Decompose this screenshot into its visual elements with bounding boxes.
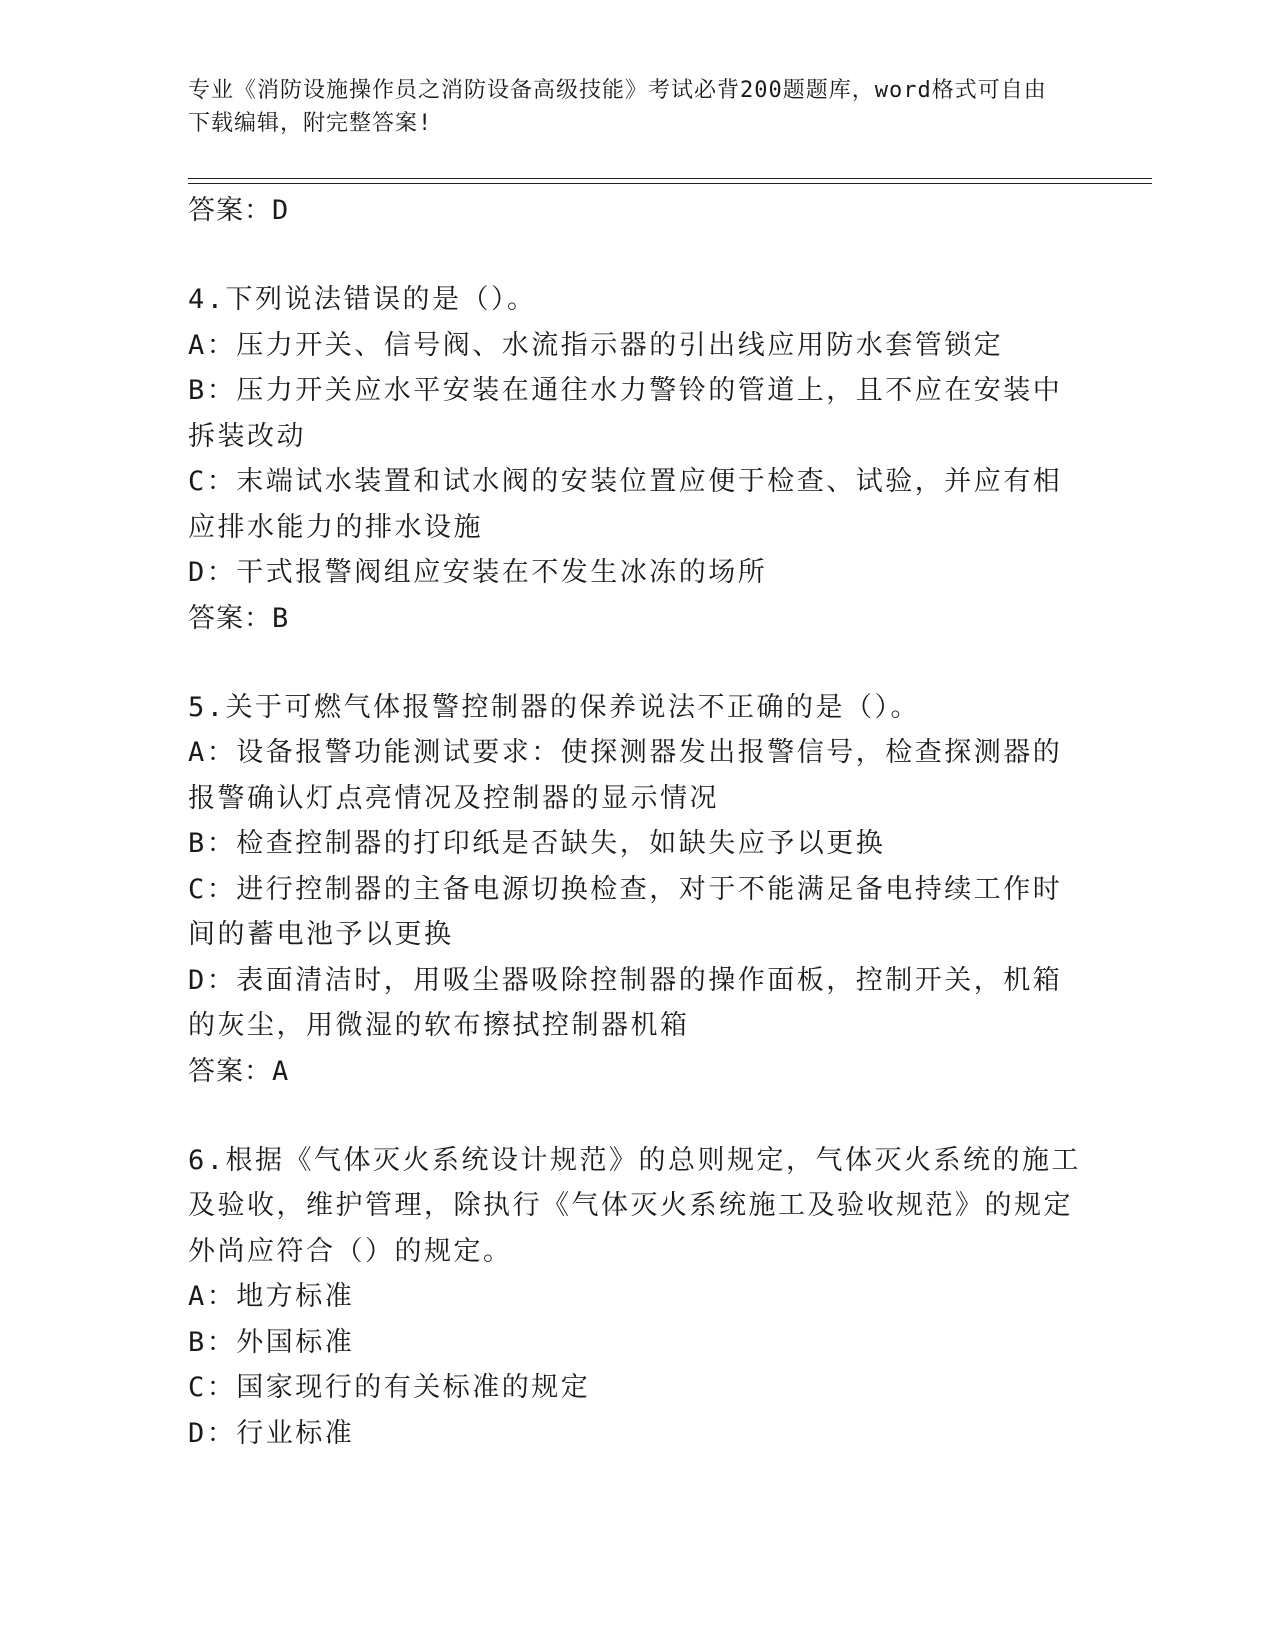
option-b: B：检查控制器的打印纸是否缺失，如缺失应予以更换 bbox=[188, 828, 886, 859]
document-body bbox=[188, 188, 1088, 1456]
option-c: C：国家现行的有关标准的规定 bbox=[188, 1372, 591, 1403]
header-divider-bottom bbox=[188, 183, 1152, 184]
previous-answer: 答案：D bbox=[188, 195, 290, 226]
question-stem: 6.根据《气体灭火系统设计规范》的总则规定，气体灭火系统的施工及验收，维护管理，除执行《气体灭火系统施工及验收规范》的规定外尚应符合（）的规定。 bbox=[188, 1144, 1082, 1267]
option-c: C：末端试水装置和试水阀的安装位置应便于检查、试验，并应有相应排水能力的排水设施 bbox=[188, 466, 1063, 543]
spacer bbox=[188, 642, 1088, 685]
header-divider-top bbox=[188, 178, 1152, 179]
option-d: D：行业标准 bbox=[188, 1417, 355, 1449]
option-b: B：外国标准 bbox=[188, 1326, 355, 1358]
option-a: A：地方标准 bbox=[188, 1281, 355, 1312]
question-5 bbox=[188, 685, 1088, 1095]
option-c: C：进行控制器的主备电源切换检查，对于不能满足备电持续工作时间的蓄电池予以更换 bbox=[188, 873, 1063, 950]
option-a: A：压力开关、信号阀、水流指示器的引出线应用防水套管锁定 bbox=[188, 329, 1004, 361]
answer: 答案：A bbox=[188, 1055, 290, 1087]
option-b: B：压力开关应水平安装在通往水力警铃的管道上，且不应在安装中拆装改动 bbox=[188, 375, 1063, 452]
option-a: A：设备报警功能测试要求：使探测器发出报警信号，检查探测器的报警确认灯点亮情况及控制器的显示情况 bbox=[188, 737, 1063, 814]
option-d: D：表面清洁时，用吸尘器吸除控制器的操作面板，控制开关，机箱的灰尘，用微湿的软布擦拭控制器机箱 bbox=[188, 964, 1063, 1041]
option-d: D：干式报警阀组应安装在不发生冰冻的场所 bbox=[188, 557, 768, 588]
spacer bbox=[188, 1095, 1088, 1138]
spacer bbox=[188, 234, 1088, 277]
answer: 答案：B bbox=[188, 602, 290, 634]
header-title: 专业《消防设施操作员之消防设备高级技能》考试必背200题题库，word格式可自由下载编辑，附完整答案! bbox=[188, 78, 1047, 136]
question-6 bbox=[188, 1138, 1088, 1457]
document-header bbox=[188, 74, 1068, 140]
question-stem: 4.下列说法错误的是（）。 bbox=[188, 284, 537, 315]
question-4 bbox=[188, 277, 1088, 642]
question-stem: 5.关于可燃气体报警控制器的保养说法不正确的是（）。 bbox=[188, 691, 921, 723]
